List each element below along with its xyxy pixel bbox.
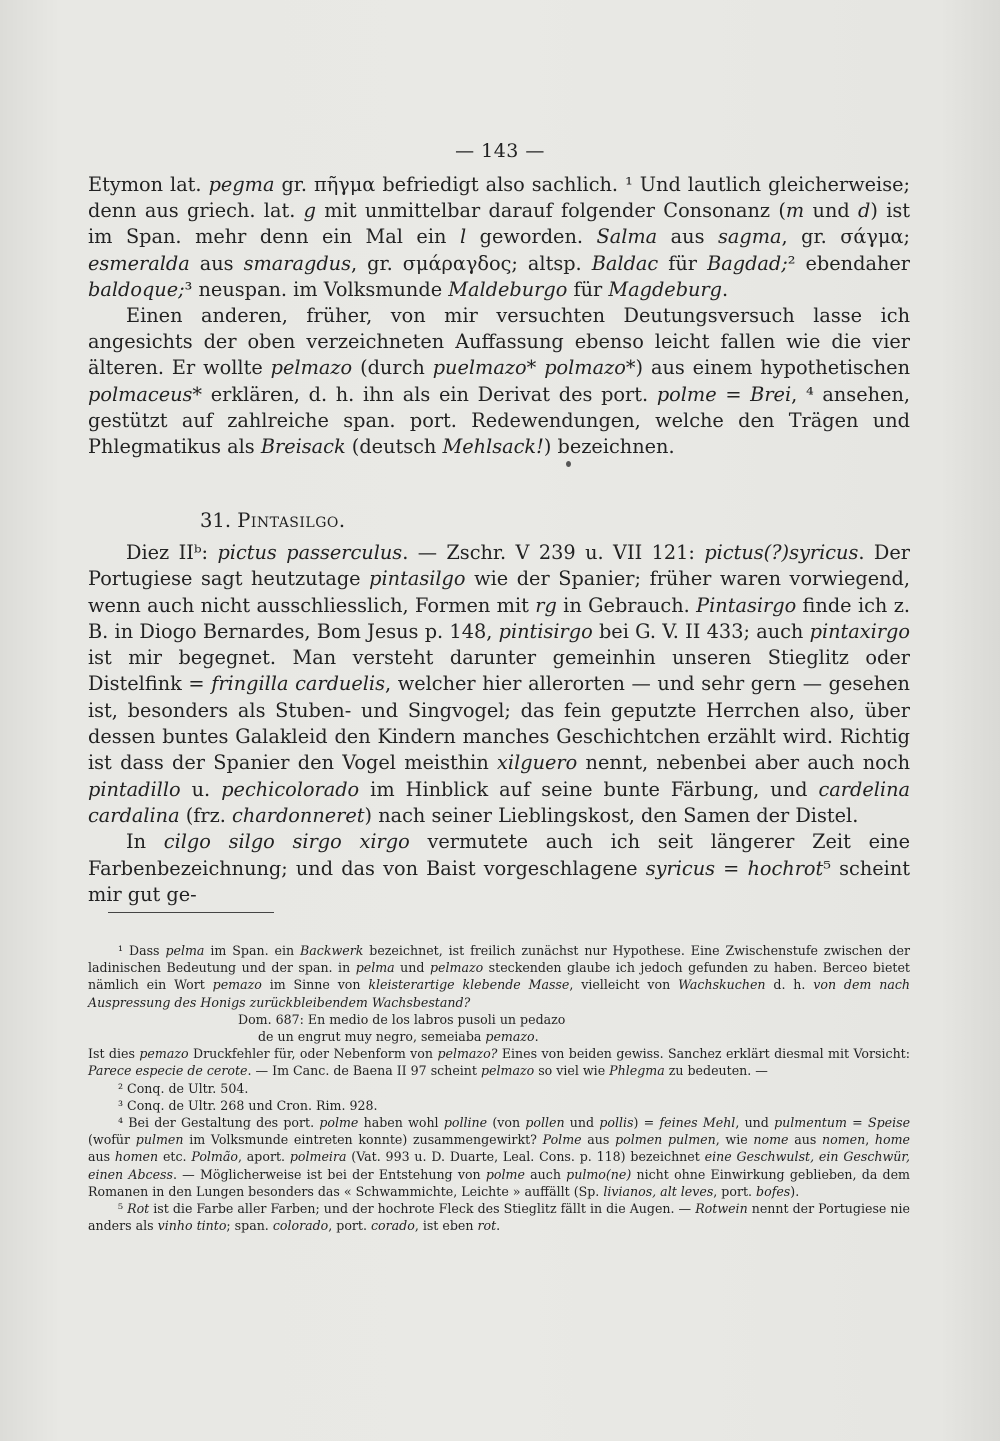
section-heading bbox=[200, 509, 346, 532]
italic-term: corado bbox=[371, 1218, 415, 1234]
italic-term: eine Geschwulst, ein Geschwür, einen Abcess bbox=[88, 1149, 911, 1182]
italic-term: livianos, alt leves bbox=[603, 1183, 714, 1199]
footnote-2: ² Conq. de Ultr. 504. bbox=[118, 1080, 249, 1096]
italic-term: pemazo bbox=[139, 1046, 189, 1062]
italic-term: vinho tinto bbox=[157, 1218, 227, 1234]
italic-term: pegma bbox=[208, 173, 275, 196]
italic-term: pelmazo? bbox=[437, 1046, 498, 1062]
italic-term: Mehlsack! bbox=[442, 435, 544, 459]
italic-term: Polmão bbox=[191, 1149, 238, 1165]
section-number: 31. bbox=[200, 509, 232, 532]
italic-term: Brei bbox=[750, 382, 792, 406]
italic-term: g bbox=[303, 199, 316, 223]
page-number: — 143 — bbox=[455, 140, 545, 162]
italic-term: hochrot bbox=[747, 856, 824, 880]
italic-term: xilguero bbox=[497, 751, 578, 775]
italic-term: pelmazo bbox=[270, 356, 353, 380]
italic-term: pintadillo bbox=[88, 777, 181, 801]
italic-term: pemazo bbox=[212, 977, 262, 993]
italic-term: Baldac bbox=[591, 251, 659, 275]
italic-term: Backwerk bbox=[300, 943, 364, 958]
italic-term: pulmen bbox=[135, 1132, 184, 1148]
italic-term: nomen bbox=[822, 1132, 866, 1148]
italic-term: pelmazo bbox=[429, 960, 484, 976]
italic-term: pintisirgo bbox=[498, 619, 593, 643]
italic-term: rg bbox=[535, 593, 557, 617]
italic-term: pemazo bbox=[485, 1029, 535, 1045]
italic-term: polmeira bbox=[289, 1149, 347, 1165]
footnote-1-continued: Ist dies pemazo Druckfehler für, oder Nebenform von pelmazo? Eines von beiden gewiss. Sanchez erklärt diesmal mit Vorsicht: Parece especie de cerote. — Im Canc. de Baena II 97 scheint pelmazo so viel wie Phlegma zu bedeuten. — bbox=[88, 1046, 910, 1079]
paragraph-deutungsversuch: Einen anderen, früher, von mir versuchten Deutungsversuch lasse ich angesichts der oben verzeichneten Auffassung ebenso leicht fallen wie die vier älteren. Er wollte pelmazo (durch puelmazo* polmazo*) aus einem hypothetischen polmaceus* erklären, d. h. ihn als ein Derivat des port. polme = Brei, ⁴ ansehen, gestützt auf zahlreiche span. port. Redewendungen, welche den Trägen und Phlegmatikus als Breisack (deutsch Mehlsack!) bezeichnen. bbox=[88, 304, 910, 459]
italic-term: pulmo(ne) bbox=[566, 1166, 632, 1182]
italic-term: Rot bbox=[127, 1201, 150, 1217]
italic-term: Salma bbox=[596, 225, 658, 249]
italic-term: cilgo silgo sirgo xirgo bbox=[163, 830, 410, 854]
section-text bbox=[88, 540, 910, 908]
italic-term: cardelina cardalina bbox=[88, 777, 910, 827]
italic-term: pollen bbox=[525, 1115, 565, 1131]
italic-term: Magdeburg bbox=[608, 277, 723, 301]
footnote-3: ³ Conq. de Ultr. 268 und Cron. Rim. 928. bbox=[118, 1097, 378, 1113]
italic-term: polmen pulmen bbox=[615, 1132, 716, 1148]
body-text bbox=[88, 172, 910, 460]
ink-mark bbox=[566, 461, 571, 467]
italic-term: syricus bbox=[645, 856, 716, 880]
footnote-5: ⁵ Rot ist die Farbe aller Farben; und der hochrote Fleck des Stieglitz fällt in die Augen. — Rotwein nennt der Portugiese nie anders als vinho tinto; span. colorado, port. corado, ist eben rot. bbox=[88, 1201, 910, 1234]
footnotes bbox=[88, 942, 910, 1234]
italic-term: smaragdus bbox=[243, 251, 351, 275]
italic-term: Bagdad; bbox=[707, 251, 788, 275]
footnote-quote-line-2: de un engrut muy negro, semeiaba pemazo. bbox=[258, 1029, 539, 1045]
italic-term: sagma bbox=[718, 225, 782, 249]
footnote-1: ¹ Dass pelma im Span. ein Backwerk bezeichnet, ist freilich zunächst nur Hypothese. Eine Zwischenstufe zwischen der ladinischen Bedeutung und der span. in pelma und pelmazo steckenden glaube ich jedoch gefunden zu haben. Berceo bietet nämlich ein Wort pemazo im Sinne von kleisterartige klebende Masse, vielleicht von Wachskuchen d. h. von dem nach Auspressung des Honigs zurückbleibendem Wachsbestand? bbox=[88, 943, 910, 1010]
italic-term: pollis bbox=[599, 1115, 634, 1131]
italic-term: pelma bbox=[355, 960, 395, 976]
italic-term: fringilla carduelis bbox=[211, 672, 385, 696]
italic-term: chardonneret bbox=[232, 803, 365, 827]
italic-term: pictus(?)syricus bbox=[704, 541, 859, 564]
italic-term: pulmentum bbox=[774, 1115, 847, 1131]
italic-term: Pintasirgo bbox=[696, 593, 797, 617]
italic-term: Breisack bbox=[260, 435, 346, 459]
italic-term: Maldeburgo bbox=[448, 277, 568, 301]
italic-term: pechicolorado bbox=[221, 777, 360, 801]
italic-term: feines Mehl bbox=[659, 1115, 736, 1131]
italic-term: d bbox=[858, 199, 871, 223]
italic-term: bofes bbox=[756, 1183, 791, 1199]
italic-term: Rotwein bbox=[695, 1201, 748, 1217]
italic-term: polme bbox=[656, 382, 717, 406]
italic-term: rot bbox=[477, 1218, 497, 1234]
italic-term: esmeralda bbox=[88, 251, 190, 275]
italic-term: homen bbox=[114, 1149, 159, 1165]
paragraph-pintasilgo: Diez IIᵇ: pictus passerculus. — Zschr. V 239 u. VII 121: pictus(?)syricus. Der Portugiese sagt heutzutage pintasilgo wie der Spanier; früher waren vorwiegend, wenn auch nicht ausschliesslich, Formen mit rg in Gebrauch. Pintasirgo finde ich z. B. in Diogo Bernardes, Bom Jesus p. 148, pintisirgo bei G. V. II 433; auch pintaxirgo ist mir begegnet. Man versteht darunter gemeinhin unseren Stieglitz oder Distelfink = fringilla carduelis, welcher hier allerorten — und sehr gern — gesehen ist, besonders als Stuben- und Singvogel; das fein geputzte Herrchen also, über dessen buntes Galakleid den Kindern manches Geschichtchen erzählt wird. Richtig ist dass der Spanier den Vogel meisthin xilguero nennt, nebenbei aber auch noch pintadillo u. pechicolorado im Hinblick auf seine bunte Färbung, und cardelina cardalina (frz. chardonneret) nach seiner Lieblingskost, den Samen der Distel. bbox=[88, 541, 911, 827]
italic-term: home bbox=[874, 1132, 911, 1148]
italic-term: Parece especie de cerote bbox=[88, 1063, 248, 1079]
footnote-rule bbox=[108, 912, 274, 913]
italic-term: pictus passerculus bbox=[217, 541, 403, 564]
italic-term: colorado bbox=[272, 1218, 329, 1234]
italic-term: kleisterartige klebende Masse bbox=[368, 977, 570, 993]
italic-term: pintaxirgo bbox=[809, 619, 910, 643]
italic-term: Speise bbox=[867, 1115, 911, 1131]
paragraph-farbenbezeichnung: In cilgo silgo sirgo xirgo vermutete auch ich seit längerer Zeit eine Farbenbezeichnung; und das von Baist vorgeschlagene syricus = hochrot⁵ scheint mir gut ge- bbox=[88, 830, 911, 906]
italic-term: pelmazo bbox=[480, 1063, 535, 1079]
italic-term: Wachskuchen bbox=[678, 977, 766, 993]
italic-term: puelmazo* bbox=[432, 356, 537, 380]
italic-term: Phlegma bbox=[609, 1063, 665, 1079]
italic-term: baldoque; bbox=[88, 277, 185, 301]
footnote-quote-line-1: Dom. 687: En medio de los labros pusoli un pedazo bbox=[238, 1011, 566, 1027]
italic-term: m bbox=[785, 199, 805, 223]
italic-term: nome bbox=[753, 1132, 789, 1148]
italic-term: pintasilgo bbox=[369, 567, 466, 591]
italic-term: polline bbox=[443, 1115, 488, 1131]
italic-term: von dem nach Auspressung des Honigs zurückbleibendem Wachsbestand? bbox=[88, 977, 910, 1010]
italic-term: polme bbox=[485, 1166, 525, 1182]
italic-term: polmazo* bbox=[544, 356, 636, 380]
italic-term: Polme bbox=[542, 1132, 582, 1148]
italic-term: l bbox=[459, 225, 467, 249]
section-title: Pintasilgo. bbox=[237, 509, 346, 532]
italic-term: polmaceus* bbox=[88, 382, 203, 406]
italic-term: polme bbox=[319, 1115, 359, 1131]
footnote-4: ⁴ Bei der Gestaltung des port. polme haben wohl polline (von pollen und pollis) = feines Mehl, und pulmentum = Speise (wofür pulmen im Volksmunde eintreten konnte) zusammengewirkt? Polme aus polmen pulmen, wie nome aus nomen, home aus homen etc. Polmão, aport. polmeira (Vat. 993 u. D. Duarte, Leal. Cons. p. 118) bezeichnet eine Geschwulst, ein Geschwür, einen Abcess. — Möglicherweise ist bei der Entstehung von polme auch pulmo(ne) nicht ohne Einwirkung geblieben, da dem Romanen in den Lungen besonders das « Schwammichte, Leichte » auffällt (Sp. livianos, alt leves, port. bofes). bbox=[88, 1115, 911, 1199]
paragraph-etymon: Etymon lat. pegma gr. πῆγμα befriedigt also sachlich. ¹ Und lautlich gleicherweise; denn aus griech. lat. g mit unmittelbar darauf folgender Consonanz (m und d) ist im Span. mehr denn ein Mal ein l geworden. Salma aus sagma, gr. σάγμα; esmeralda aus smaragdus, gr. σμάραγδος; altsp. Baldac für Bagdad;² ebendaher baldoque;³ neuspan. im Volksmunde Maldeburgo für Magdeburg. bbox=[88, 173, 910, 301]
italic-term: pelma bbox=[165, 943, 205, 958]
